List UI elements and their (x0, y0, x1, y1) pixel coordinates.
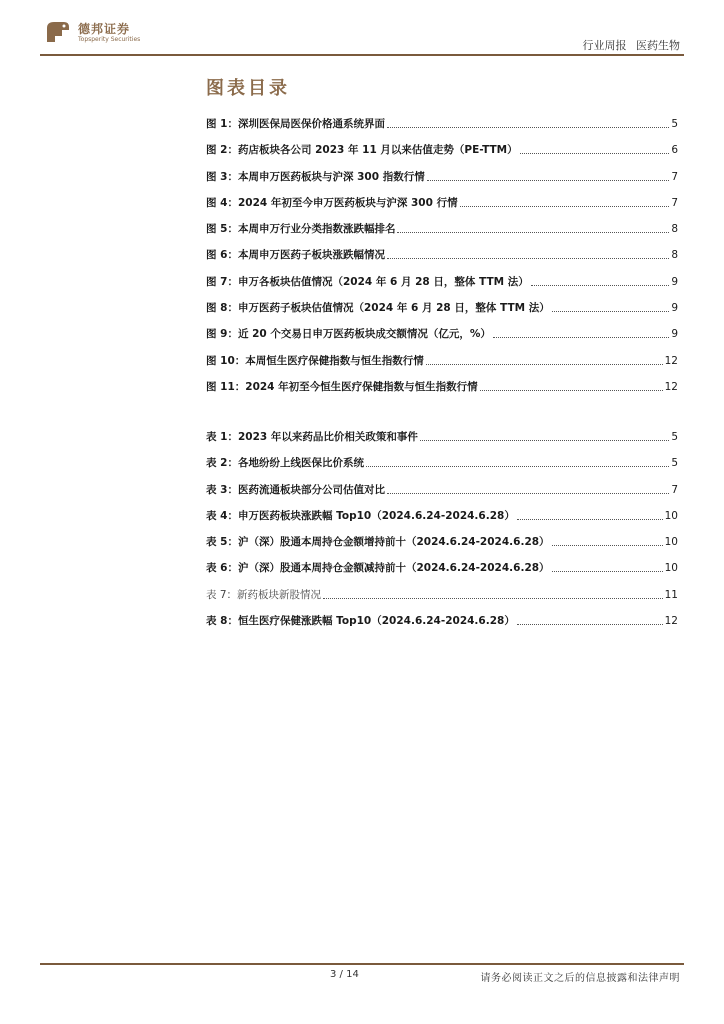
figure-entry-page: 7 (671, 196, 678, 209)
dot-leader (480, 389, 663, 391)
table-entry-label: 表 5：沪（深）股通本周持仓金额增持前十（2024.6.24-2024.6.28） (206, 536, 550, 549)
table-entry[interactable] (206, 586, 678, 604)
table-entry[interactable] (206, 533, 678, 551)
table-entry-page: 12 (664, 615, 678, 628)
figure-entry[interactable] (206, 273, 678, 291)
figure-entry-label: 图 1：深圳医保局医保价格通系统界面 (206, 118, 385, 130)
figure-entry-label: 图 5：本周申万行业分类指数涨跌幅排名 (206, 223, 396, 236)
figure-entry[interactable] (206, 246, 678, 264)
table-entry-page: 10 (664, 536, 678, 549)
dot-leader (520, 152, 670, 154)
figure-entry-label: 图 10：本周恒生医疗保健指数与恒生指数行情 (206, 354, 424, 367)
dot-leader (517, 623, 663, 625)
table-entry-label: 表 4：申万医药板块涨跌幅 Top10（2024.6.24-2024.6.28） (206, 509, 515, 522)
figure-entry-page: 9 (671, 328, 678, 341)
table-entry[interactable] (206, 507, 678, 525)
figure-entry-label: 图 8：申万医药子板块估值情况（2024 年 6 月 28 日，整体 TTM 法） (206, 302, 550, 315)
figure-entry-page: 9 (671, 275, 678, 288)
page-header (0, 0, 724, 60)
figure-entry[interactable] (206, 115, 678, 133)
table-entry-label: 表 1：2023 年以来药品比价相关政策和事件 (206, 431, 418, 443)
dot-leader (387, 126, 669, 128)
figure-entry-label: 图 7：申万各板块估值情况（2024 年 6 月 28 日，整体 TTM 法） (206, 275, 529, 288)
dot-leader (552, 310, 670, 312)
header-divider (40, 54, 684, 56)
table-entry[interactable] (206, 559, 678, 577)
dot-leader (397, 231, 669, 233)
dot-leader (531, 284, 670, 286)
figure-entry-page: 6 (671, 144, 678, 157)
dot-leader (517, 518, 663, 520)
figure-entry[interactable] (206, 168, 678, 186)
dot-leader (323, 597, 663, 599)
page-indicator: 3 / 14 (330, 969, 359, 980)
figure-entry[interactable] (206, 220, 678, 238)
table-entry-label: 表 8：恒生医疗保健涨跌幅 Top10（2024.6.24-2024.6.28） (206, 615, 515, 628)
figure-entry-label: 图 2：药店板块各公司 2023 年 11 月以来估值走势（PE-TTM） (206, 144, 518, 157)
dot-leader (552, 544, 663, 546)
report-category (583, 37, 681, 53)
table-entry-page: 5 (671, 457, 678, 470)
company-logo (44, 18, 154, 48)
report-type: 行业周报 (582, 39, 627, 52)
figure-entry[interactable] (206, 325, 678, 343)
figure-entry[interactable] (206, 299, 678, 317)
figure-entry-page: 5 (671, 118, 678, 130)
footer-divider (40, 963, 684, 965)
company-logo-icon (44, 18, 72, 46)
figure-list (206, 115, 678, 404)
dot-leader (460, 205, 670, 207)
table-entry-page: 5 (671, 431, 678, 443)
figure-entry-page: 12 (664, 380, 678, 393)
figure-entry-page: 12 (664, 354, 678, 367)
figure-entry[interactable] (206, 194, 678, 212)
figure-entry-page: 8 (671, 223, 678, 236)
table-entry-label: 表 3：医药流通板块部分公司估值对比 (206, 483, 385, 496)
table-entry[interactable] (206, 612, 678, 630)
figure-entry-page: 9 (671, 302, 678, 315)
company-subtitle: Topsperity Securities (78, 36, 141, 43)
table-entry-page: 10 (664, 509, 678, 522)
figure-entry-label: 图 11：2024 年初至今恒生医疗保健指数与恒生指数行情 (206, 380, 478, 393)
figure-entry[interactable] (206, 352, 678, 370)
figure-entry[interactable] (206, 378, 678, 396)
figure-entry-page: 8 (671, 249, 678, 262)
dot-leader (427, 179, 670, 181)
dot-leader (387, 492, 669, 494)
table-entry[interactable] (206, 428, 678, 446)
dot-leader (426, 363, 663, 365)
figure-entry-label: 图 6：本周申万医药子板块涨跌幅情况 (206, 249, 385, 262)
table-entry-label: 表 2：各地纷纷上线医保比价系统 (206, 457, 364, 470)
figure-entry-label: 图 9：近 20 个交易日申万医药板块成交额情况（亿元，%） (206, 328, 491, 341)
dot-leader (552, 570, 663, 572)
table-entry-label: 表 6：沪（深）股通本周持仓金额减持前十（2024.6.24-2024.6.28） (206, 562, 550, 575)
dot-leader (493, 336, 669, 338)
table-entry-page: 7 (671, 483, 678, 496)
dot-leader (387, 257, 669, 259)
table-entry[interactable] (206, 481, 678, 499)
dot-leader (420, 439, 669, 441)
table-list (206, 428, 678, 638)
toc-title: 图表目录 (206, 78, 290, 99)
disclaimer-note: 请务必阅读正文之后的信息披露和法律声明 (480, 973, 680, 984)
industry-name: 医药生物 (636, 39, 680, 52)
figure-entry-page: 7 (671, 170, 678, 183)
table-entry[interactable] (206, 454, 678, 472)
table-entry-page: 11 (664, 588, 678, 601)
figure-entry-label: 图 3：本周申万医药板块与沪深 300 指数行情 (206, 170, 425, 183)
figure-entry[interactable] (206, 141, 678, 159)
table-entry-page: 10 (664, 562, 678, 575)
dot-leader (366, 465, 669, 467)
figure-entry-label: 图 4：2024 年初至今申万医药板块与沪深 300 行情 (206, 196, 458, 209)
company-name: 德邦证券 (78, 22, 131, 36)
table-entry-label: 表 7：新药板块新股情况 (206, 588, 322, 601)
